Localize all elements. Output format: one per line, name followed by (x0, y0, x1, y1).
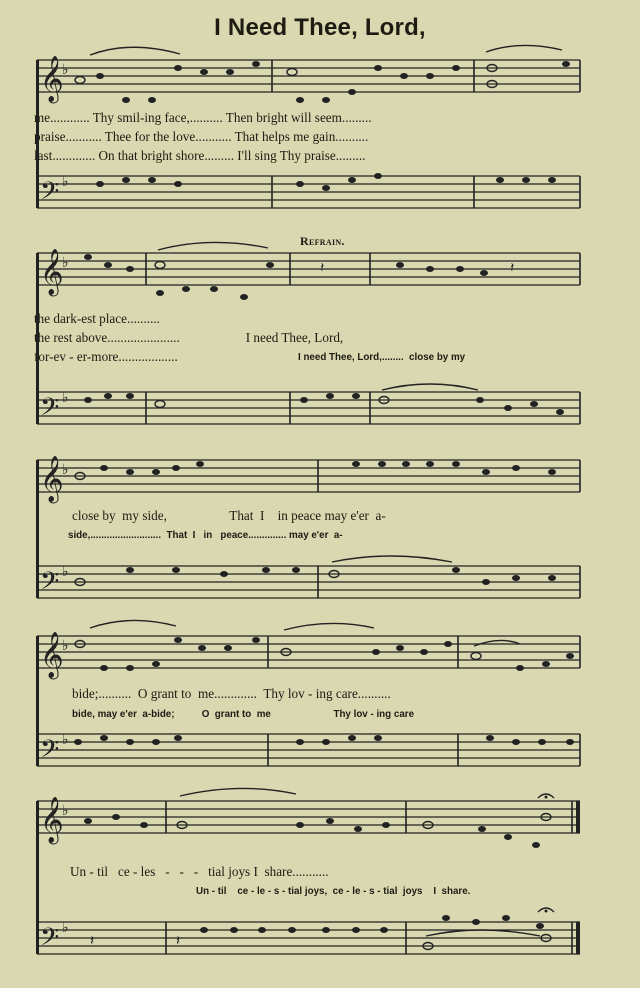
system-5-bass-staff (37, 922, 580, 954)
treble-clef-icon: 𝄞 (40, 632, 64, 677)
system-3-lyrics: close by my side, That I in peace may e'er a- (72, 508, 386, 523)
flat-icon: ♭ (62, 733, 69, 748)
bass-clef-icon: 𝄢 (40, 568, 60, 601)
svg-text:𝄽: 𝄽 (510, 261, 515, 276)
flat-icon: ♭ (62, 175, 69, 190)
system-2-bass-lyrics: I need Thee, Lord,........ close by my (298, 352, 466, 363)
svg-text:𝄽: 𝄽 (320, 261, 325, 276)
treble-clef-icon: 𝄞 (40, 249, 64, 294)
bass-clef-icon: 𝄢 (40, 394, 60, 427)
flat-icon: ♭ (62, 256, 69, 271)
bass-clef-icon: 𝄢 (40, 924, 60, 957)
bass-clef-icon: 𝄢 (40, 736, 60, 769)
treble-clef-icon: 𝄞 (40, 56, 64, 101)
refrain-label: Refrain. (300, 234, 345, 248)
svg-text:𝄽: 𝄽 (176, 934, 181, 949)
system-2-verse-1: the dark-est place.......... (34, 311, 160, 326)
hymn-title: I Need Thee, Lord, (214, 14, 426, 41)
system-1-verse-1: me............ Thy smil-ing face,.......... Then bright will seem......... (34, 110, 372, 125)
system-4-bass-lyrics: bide, may e'er a-bide; O grant to me Thy lov - ing care (72, 709, 415, 720)
system-1-verse-2: praise........... Thee for the love........... That helps me gain.......... (34, 129, 369, 144)
bass-clef-icon: 𝄢 (40, 178, 60, 211)
flat-icon: ♭ (62, 391, 69, 406)
system-5-bass-lyrics: Un - til ce - le - s - tial joys, ce - le - s - tial joys I share. (196, 886, 471, 897)
system-3-bass-lyrics: side,.......................... That I in peace.............. may e'er a- (68, 530, 343, 541)
system-4-lyrics: bide;.......... O grant to me............. Thy lov - ing care.......... (72, 686, 391, 701)
system-2-verse-2: the rest above...................... I need Thee, Lord, (34, 330, 344, 345)
system-2-verse-3: for-ev - er-more.................. (34, 349, 178, 364)
system-5-lyrics: Un - til ce - les - - - tial joys I share........... (70, 864, 329, 879)
flat-icon: ♭ (62, 639, 69, 654)
svg-text:𝄽: 𝄽 (90, 934, 95, 949)
flat-icon: ♭ (62, 921, 69, 936)
treble-clef-icon: 𝄞 (40, 797, 64, 842)
flat-icon: ♭ (62, 804, 69, 819)
flat-icon: ♭ (62, 463, 69, 478)
flat-icon: ♭ (62, 63, 69, 78)
system-1-verse-3: last............. On that bright shore......... I'll sing Thy praise......... (34, 148, 366, 163)
treble-clef-icon: 𝄞 (40, 456, 64, 501)
flat-icon: ♭ (62, 565, 69, 580)
